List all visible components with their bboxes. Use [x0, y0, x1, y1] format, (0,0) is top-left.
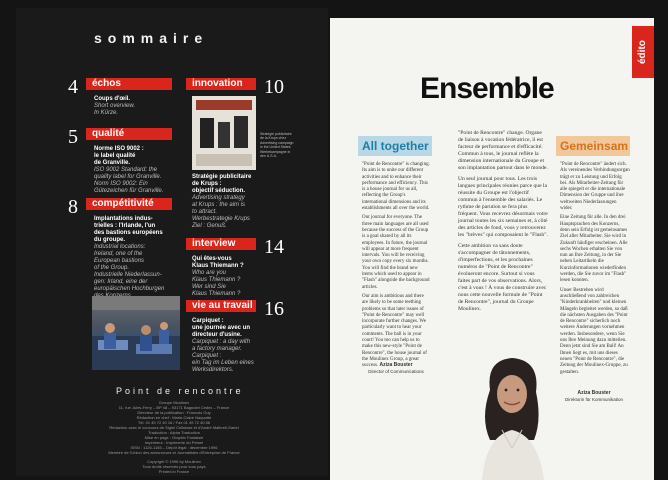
- section-page-number: 14: [264, 236, 284, 258]
- section-interview[interactable]: [186, 236, 326, 306]
- magazine-spread: [6, 4, 662, 476]
- section-page-number: 5: [68, 126, 78, 148]
- section-page-number: 10: [264, 76, 284, 98]
- innovation-photo-caption: Stratégie publicitaire de la Krups chez Advertising campaign in the United States Werbekampagne in den U.S.A.: [260, 132, 294, 159]
- section-label: qualité: [86, 128, 172, 140]
- coffee-machine-ad-illustration: [192, 96, 256, 170]
- section-summary: Norme ISO 9002 : le label qualité de Granville. ISO 9002 Standard: the quality label for Granville. Norm ISO 9002: Ein Gütezeichen für Granville.: [94, 146, 164, 194]
- section-summary: Stratégie publicitaire de Krups : objectif séduction. Advertising strategy at Krups : the aim is to attract. Werbestrategie Krups Ziel : Genuß.: [192, 174, 252, 229]
- signature-english: Aziza Bouster Director of Communications: [368, 362, 424, 374]
- signature-german: Aziza Bouster Direktorin für Kommunikation: [564, 390, 624, 402]
- section-label: compétitivité: [86, 198, 172, 210]
- section-summary: Implantations indus- trielles : l'Irlande, l'un des bastions européens du groupe. Industrial locations: Ireland, one of the European bastions of the Group. Industrielle Niederlassun- gen: Irland, eine der europäischen Hochburgen: [94, 216, 165, 292]
- section-competitivite[interactable]: [68, 196, 178, 296]
- column-english: "Point de Rencontre" is changing. Its aim is to unite our different activities and to enhance their performance and efficiency. This is a house journal for us all, reflecting the Group's international dimensions and its establishments all over the world. Our journal for everyone. The three main languages are all used because the success of the Group is a goal shared by all its employees. In future, the journal will appear at more frequent intervals. You will be receiving your own copy every six months. You will find the brand new items which used to appear in "Flash" alongside the background articles. Our aim is ambitious and there are likely to be some teething problems so that later issues of "Point de Rencontre" may well incorporate further changes. We particularly want to hear your comments. The ball is in your court! You too can help us to make this new-style "Point de Rencontre", the house journal of the Moulinex Group, a great success.: [362, 162, 430, 369]
- section-summary: Carpiquet : une journée avec un directeur d'usine. Carpiquet : a day with a factory manager. Carpiquet : ein Tag im Leben eines Werksdirektors.: [192, 318, 254, 373]
- section-summary: Qui êtes-vous Klaus Thiemann ? Who are you Klaus Thiemann ? Wer sind Sie Klaus Thiemann ?: [192, 256, 244, 297]
- factory-workers-illustration: [92, 296, 180, 370]
- section-label: interview: [186, 238, 256, 250]
- section-page-number: 4: [68, 76, 78, 98]
- section-echos[interactable]: [68, 76, 178, 124]
- contents-title: sommaire: [94, 30, 209, 46]
- section-vie-au-travail[interactable]: [186, 298, 326, 378]
- publication-name: Point de rencontre: [116, 386, 244, 396]
- editorial-page: [330, 18, 654, 480]
- section-label: innovation: [186, 78, 256, 90]
- column-german: "Point de Rencontre" ändert sich. Als vereinendes Verbindungsorgan trägt er zu Leistung und Erfolg bei. Als Mitarbeiter-Zeitung für alle spiegelt er die internationale Dimension der Gruppe und ihre weltweiten Niederlassungen wider. Eine Zeitung für alle. In den drei Hauptsprachen des Konzerns, denn sein Erfolg ist gemeinsames Ziel aller Mitarbeiter. Sie wird in Zukunft häufiger erscheinen. Alle sechs Wochen erhalten Sie von nun an Ihre Zeitung, in der Sie neben Leitartikeln die Kurzinformationen wiederfinden werden, die Sie zuvor im "Flash" lesen konnten. Unser Bestreben wird anschließend von zahlreichen "Kinderkrankheiten" und kleinen Mängeln begleitet werden, so daß die nächsten Ausgaben des "Point de Rencontre" sicherlich noch weitere Änderungen vornehmen werden. Insbesondere, wenn Sie uns Ihre Meinung dazu mitteilen. Denn jetzt sind Sie am Ball! An Ihnen liegt es, mit uns dieses neuen "Point de Rencontre", die Zeitung der Moulinex-Gruppe, zu gestalten.: [560, 162, 630, 375]
- section-label: vie au travail: [186, 300, 256, 312]
- section-page-number: 8: [68, 196, 78, 218]
- editorial-headline: Ensemble: [420, 72, 554, 105]
- factory-photo: [92, 296, 180, 370]
- column-french: "Point de Rencontre" change. Organe de liaison à vocation fédératrice, il est facteur de performance et d'efficacité. Commun à tous, le journal reflète la dimension internationale du Groupe et son implantation partout dans le monde. Un seul journal pour tous. Les trois langues principales réunies parce que la réussite du Groupe est l'objectif commun à l'ensemble des salariés. Le rythme de parution se fera plus fréquent. Vous recevrez désormais votre journal toutes les six semaines et, à côté des articles de fond, vous y retrouverez les "brèves" qui composaient le "Flash". Cette ambition va sans doute s'accompagner de tâtonnements, d'imperfections, et les prochaines numéros de "Point de Rencontre" évolueront encore. Surtout si vous faites part de vos observations. Alors, c'est à vous ! À vous de construire avec nous cette nouvelle formule de "Point de Rencontre", journal du Groupe Moulinex.: [458, 130, 548, 312]
- author-portrait: [464, 350, 560, 480]
- section-qualite[interactable]: [68, 126, 178, 196]
- section-label: échos: [86, 78, 172, 90]
- contents-page: [16, 8, 328, 476]
- woman-portrait-illustration: [464, 350, 560, 480]
- innovation-ad-image: [192, 96, 256, 170]
- column-heading-german: Gemeinsam: [556, 136, 630, 156]
- column-heading-english: All together: [358, 136, 432, 156]
- imprint-block: Groupe Moulinex 11, rue Jules-Ferry – BP 48 – 93171 Bagnolet Cedex – France Directeur de la publication : Francois Guy Rédaction en chef : Marie-Claire Naquotte Tél. 01 49 72 40 16 / Fax 01 49 72 40 56 Rédaction avec le concours de Sigiel Cellulose et d'André Malbreil-Sartel Traduction : Alpha Traduction Mise en page : Graphic Fantaisie Imprimeur : Imprimerie du Persel ISSN : 1126-1165 – Dépôt légal : décembre 1996 Membre de l'Union des annonceurs et Journalistes d'Entreprise de France Copyright © 1996 by Moulinex Tous droits réservés pour tous pays Printed in France: [108, 400, 240, 474]
- section-innovation[interactable]: [186, 76, 326, 229]
- edito-tab: édito: [632, 26, 654, 78]
- section-summary: Coups d'œil. Short overview. In Kürze.: [94, 96, 136, 116]
- section-page-number: 16: [264, 298, 284, 320]
